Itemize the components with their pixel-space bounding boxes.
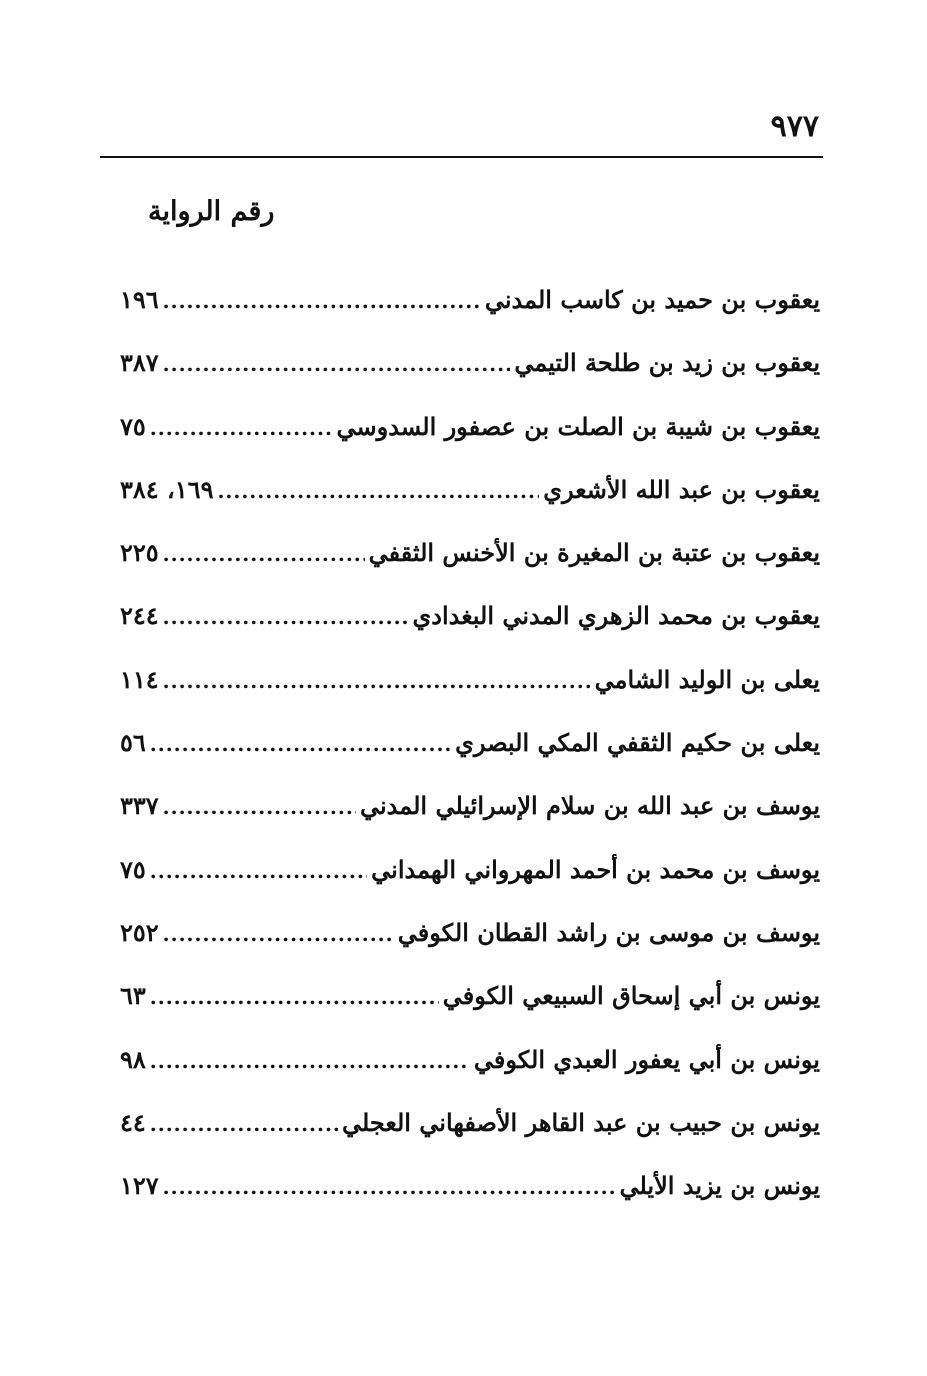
entry-name: يوسف بن محمد بن أحمد المهرواني الهمداني: [371, 854, 820, 884]
entry-name: يونس بن يزيد الأيلي: [619, 1171, 820, 1201]
entry-number: ٣٣٧: [120, 791, 159, 821]
dot-leader: [163, 650, 591, 713]
index-entry: [120, 964, 820, 1027]
entry-number: ٣٨٧: [120, 348, 159, 378]
entry-name: يعلى بن الوليد الشامي: [594, 664, 820, 694]
index-entry: [120, 395, 820, 458]
index-entry: [120, 584, 820, 647]
index-list: [120, 268, 820, 1217]
index-entry: [120, 458, 820, 521]
index-entry: [120, 648, 820, 711]
column-header: رقم الرواية: [148, 196, 275, 227]
dot-leader: [150, 1093, 338, 1156]
dot-leader: [150, 966, 439, 1029]
index-entry: [120, 1154, 820, 1217]
index-entry: [120, 901, 820, 964]
entry-number: ١٦٩، ٣٨٤: [120, 474, 214, 504]
index-entry: [120, 1028, 820, 1091]
header-rule: [100, 156, 823, 158]
entry-number: ١٩٦: [120, 285, 159, 314]
entry-name: يوسف بن موسى بن راشد القطان الكوفي: [397, 917, 820, 947]
dot-leader: [150, 713, 451, 776]
entry-number: ١٢٧: [120, 1171, 159, 1201]
index-entry: [120, 331, 820, 394]
dot-leader: [150, 1030, 470, 1093]
entry-name: يعقوب بن عتبة بن المغيرة بن الأخنس الثقفي: [368, 538, 820, 568]
entry-name: يونس بن أبي يعفور العبدي الكوفي: [473, 1044, 820, 1074]
entry-name: يونس بن حبيب بن عبد القاهر الأصفهاني العجلي: [341, 1107, 820, 1137]
dot-leader: [150, 840, 367, 903]
dot-leader: [163, 776, 356, 839]
index-entry: [120, 268, 820, 331]
entry-number: ٢٤٤: [120, 601, 159, 631]
entry-number: ٢٢٥: [120, 538, 159, 568]
index-entry: [120, 521, 820, 584]
entry-name: يعقوب بن حميد بن كاسب المدني: [484, 285, 820, 314]
entry-name: يعقوب بن محمد الزهري المدني البغدادي: [412, 601, 820, 631]
entry-number: ٢٥٢: [120, 917, 159, 947]
entry-name: يوسف بن عبد الله بن سلام الإسرائيلي المدني: [359, 791, 820, 821]
index-entry: [120, 838, 820, 901]
dot-leader: [163, 523, 365, 586]
entry-name: يعقوب بن عبد الله الأشعري: [543, 474, 820, 504]
dot-leader: [163, 1156, 616, 1219]
entry-number: ٥٦: [120, 728, 146, 758]
entry-number: ٧٥: [120, 854, 146, 884]
entry-number: ٤٤: [120, 1107, 146, 1137]
dot-leader: [217, 460, 539, 523]
dot-leader: [163, 903, 394, 966]
entry-number: ١١٤: [120, 664, 159, 694]
entry-number: ٧٥: [120, 411, 146, 441]
entry-name: يعقوب بن زيد بن طلحة التيمي: [514, 348, 820, 378]
dot-leader: [163, 333, 511, 396]
entry-name: يعلى بن حكيم الثقفي المكي البصري: [455, 728, 820, 758]
entry-name: يعقوب بن شيبة بن الصلت بن عصفور السدوسي: [336, 411, 820, 441]
dot-leader: [163, 586, 409, 649]
entry-name: يونس بن أبي إسحاق السبيعي الكوفي: [442, 981, 820, 1011]
index-entry: [120, 774, 820, 837]
dot-leader: [150, 397, 333, 460]
entry-number: ٦٣: [120, 981, 146, 1011]
index-entry: [120, 711, 820, 774]
dot-leader: [163, 270, 481, 333]
index-entry: [120, 1091, 820, 1154]
page-number: ٩٧٧: [770, 109, 819, 144]
entry-number: ٩٨: [120, 1044, 146, 1074]
